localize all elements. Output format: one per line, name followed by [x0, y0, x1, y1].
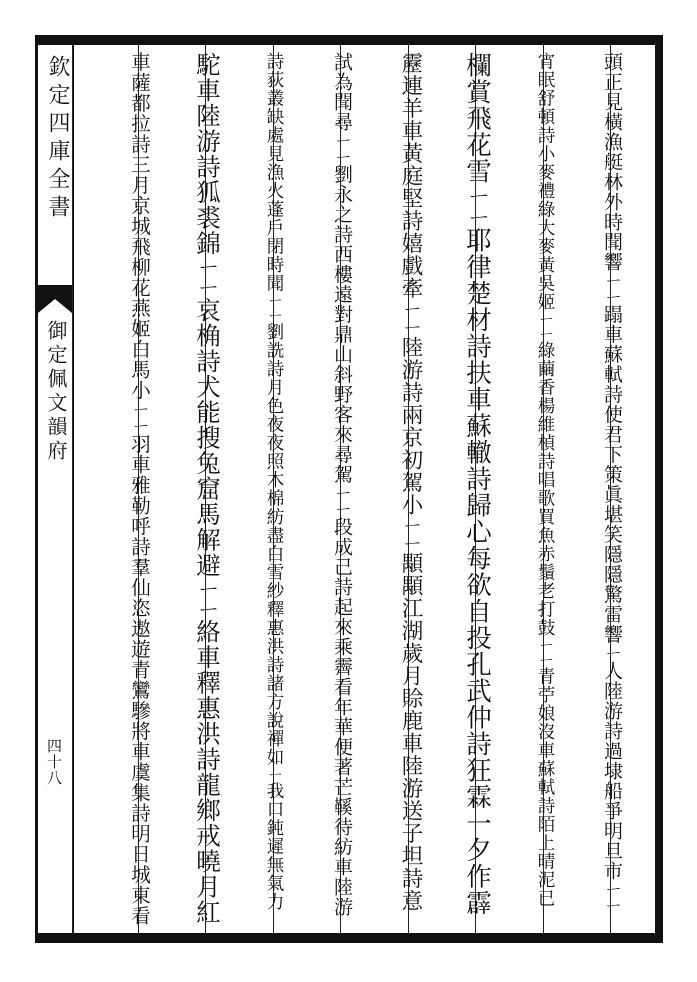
text-column-1 [584, 52, 640, 928]
text-column-3-text: 欄賞飛花雪ㄧㄧ耶律楚材詩扶車蘇轍詩歸心每欲自投孔武仲詩狂霖一夕作霹 [462, 52, 492, 917]
text-column-6-text: 詩荻叢缺處見漁火蓬戶閉時聞ㄧㄧ劉詵詩月色夜夜照木棉紡盡白雪紗釋惠洪詩諸方說禪如ㄧ我口鈍遲無氣力 [264, 52, 284, 911]
text-column-5-text: 試為聞尋ㄧㄧ劉永之詩西樓遠對鼎山斜野客來尋駕ㄧㄧ段成己詩起來乘霽看年華便著芒鞵待紡車陸游 [331, 52, 353, 917]
edge-book-title: 御定佩文韻府 [44, 320, 68, 464]
text-column-8-text: 車薩都拉詩三月京城飛柳花燕姬白馬小ㄧㄧ羽車雅勒呼詩羣仙恣遨遊青鸞驂將車虞集詩明日城東看 [128, 52, 151, 926]
text-column-5 [314, 52, 370, 928]
page-frame-bottom [35, 933, 663, 943]
text-column-2-text: 宵眠舒頓詩小麥禮綠大麥黃吳姬ㄧㄧ綠繭香楊維楨詩唱歌買魚赤鬚老打鼓ㄧㄧ青苧娘沒車蘇軾詩陌上晴泥已 [535, 52, 555, 908]
text-column-2 [517, 52, 573, 928]
text-column-1-text: 頭正見橫漁艇林外時聞響ㄧㄧ蹋車蘇軾詩使君下策眞堪笑隱隱驚雷響ㄧ人陸游詩過埭船爭明旦市ㄧㄧ [601, 52, 623, 913]
text-column-7 [179, 52, 235, 928]
text-column-4 [382, 52, 438, 928]
text-column-7-text: 駝車陸游詩狐裘錦ㄧㄧ哀桷詩犬能搜兔窟馬解避ㄧㄧ絡車釋惠洪詩龍鄉戒曉月紅 [193, 52, 222, 925]
page-frame-top [35, 35, 663, 45]
text-column-3 [449, 52, 505, 928]
page-frame-right [655, 35, 663, 943]
edge-page-number: 四十八 [45, 738, 63, 786]
column-divider [72, 45, 73, 933]
edge-collection-title: 欽定四庫全書 [45, 55, 70, 223]
text-column-4-text: 靂連羊車黃庭堅詩嬉戲牽ㄧㄧ陸游詩兩京初駕小ㄧㄧ顒顒江湖歲月賒鹿車陸游送子坦詩意 [398, 52, 423, 913]
text-column-8 [111, 52, 167, 928]
text-column-6 [246, 52, 302, 928]
fishtail-mark-icon [38, 285, 72, 313]
